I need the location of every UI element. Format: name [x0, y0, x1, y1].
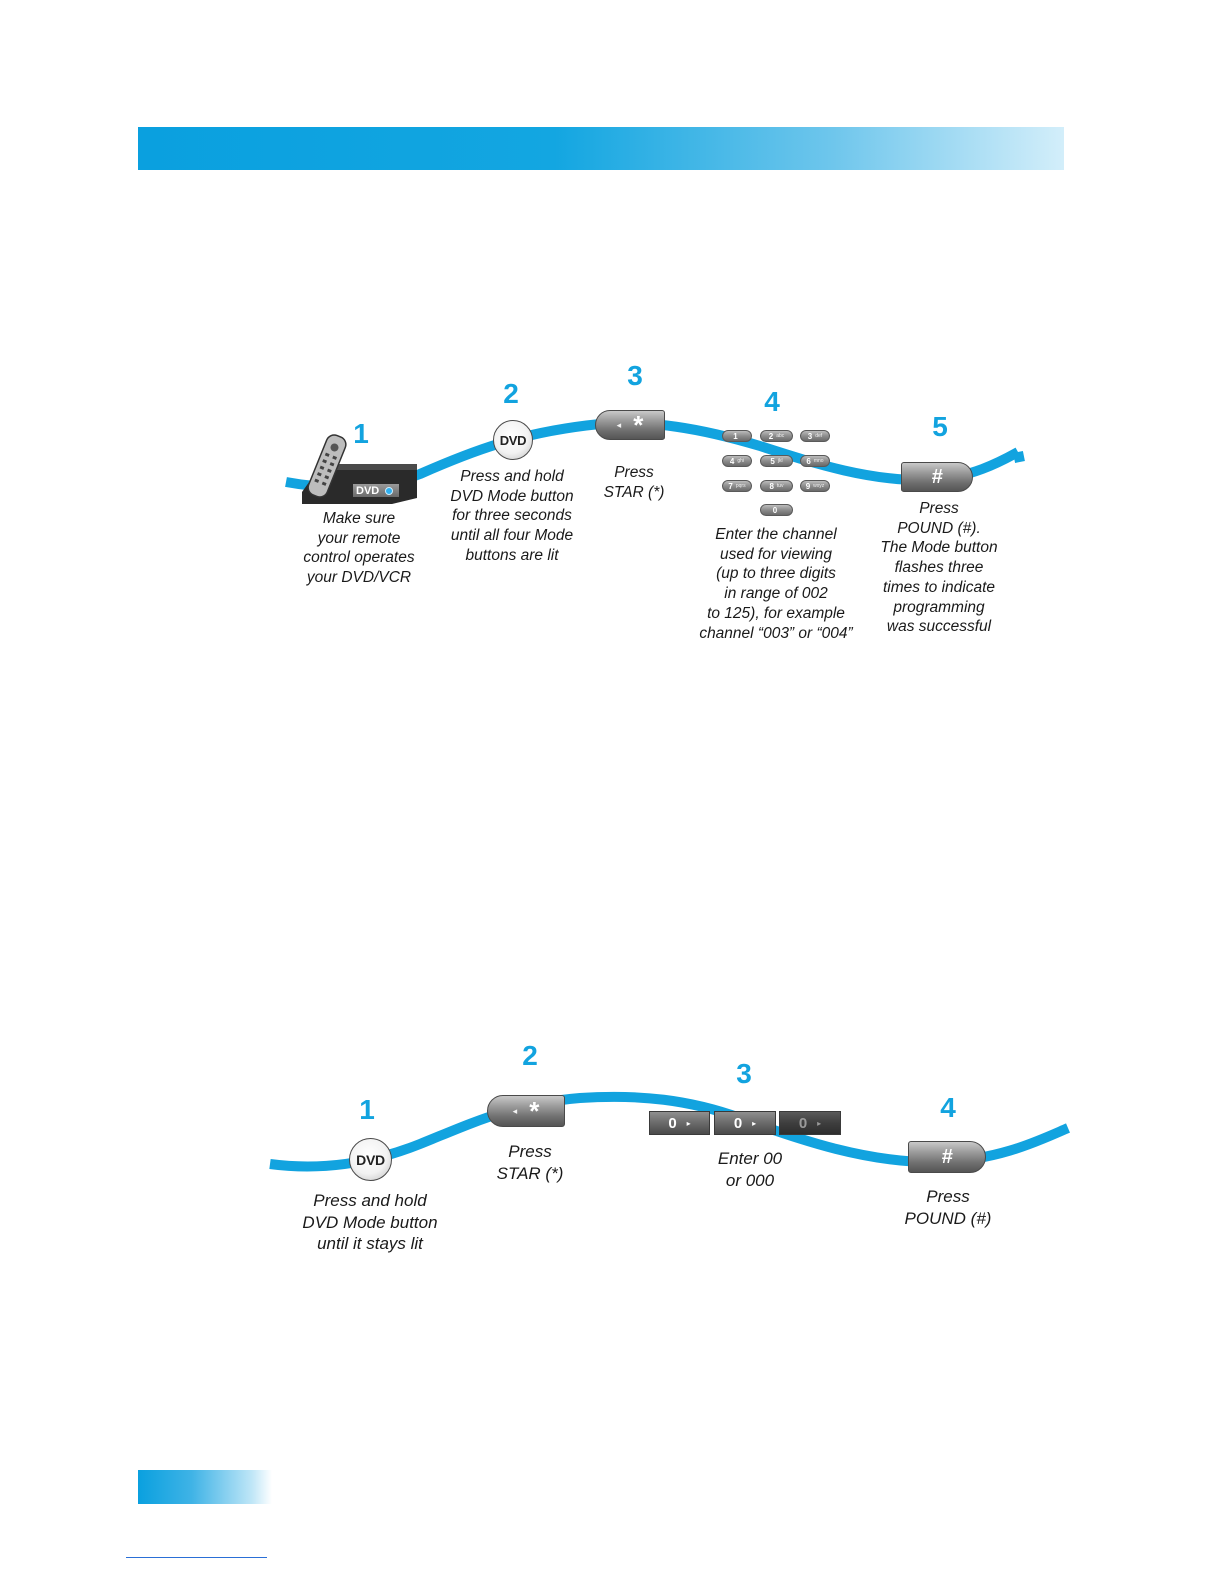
- keypad-key[interactable]: 7 pqrs: [722, 480, 752, 492]
- pound-button[interactable]: #: [908, 1141, 986, 1173]
- step-number: 4: [940, 1092, 956, 1123]
- right-arrow-icon: ▸: [752, 1118, 757, 1128]
- step-caption: Press and hold DVD Mode button until it stays lit: [302, 1191, 438, 1253]
- zero-key[interactable]: 0 ▸: [649, 1111, 710, 1135]
- remote-control-icon: [302, 432, 352, 500]
- step-caption: Press and hold DVD Mode button for three seconds until all four Mode buttons are lit: [450, 468, 574, 564]
- step-number: 1: [359, 1094, 375, 1125]
- step-caption: Make sure your remote control operates your DVD/VCR: [303, 510, 415, 587]
- keypad-key[interactable]: 3 def: [800, 430, 830, 442]
- left-arrow-icon: ◂: [616, 419, 622, 430]
- step-caption: Press POUND (#). The Mode button flashes three times to indicate programming was successful: [880, 500, 998, 636]
- step-caption: Enter the channel used for viewing (up to three digits in range of 002 to 125), for example channel “003” or “004”: [699, 526, 853, 642]
- keypad-key[interactable]: 5 jkl: [760, 455, 793, 467]
- step-number: 1: [353, 418, 369, 449]
- keypad-key[interactable]: 0: [760, 504, 793, 516]
- keypad-key[interactable]: 2 abc: [760, 430, 793, 442]
- right-arrow-icon: ▸: [686, 1118, 691, 1128]
- dvd-mode-button[interactable]: DVD: [493, 420, 533, 460]
- keypad-key[interactable]: 1: [722, 430, 752, 442]
- zero-key[interactable]: 0 ▸: [714, 1111, 776, 1135]
- step-caption: Press POUND (#): [904, 1187, 992, 1228]
- step-caption: Press STAR (*): [603, 464, 665, 501]
- keypad-key[interactable]: 9 wxyz: [800, 480, 830, 492]
- keypad-key[interactable]: 8 tuv: [760, 480, 793, 492]
- wave-top-tail: [1018, 452, 1020, 462]
- step-number: 3: [627, 360, 643, 391]
- dvd-mode-button[interactable]: DVD: [349, 1138, 392, 1181]
- keypad-key[interactable]: 6 mno: [800, 455, 830, 467]
- footer-bar: [138, 1470, 272, 1504]
- zero-key[interactable]: 0 ▸: [779, 1111, 841, 1135]
- right-arrow-icon: ▸: [817, 1118, 822, 1128]
- step-caption: Enter 00 or 000: [717, 1149, 783, 1190]
- step-number: 4: [764, 386, 780, 417]
- step-number: 2: [522, 1040, 538, 1071]
- step-number: 2: [503, 378, 519, 409]
- power-light-icon: [385, 487, 393, 495]
- star-button[interactable]: ◂ *: [595, 410, 665, 440]
- step-number: 3: [736, 1058, 752, 1089]
- dvd-player-label: DVD: [353, 484, 399, 497]
- step-caption: Press STAR (*): [496, 1142, 564, 1183]
- pound-button[interactable]: #: [901, 462, 973, 492]
- left-arrow-icon: ◂: [512, 1105, 518, 1116]
- star-button[interactable]: ◂ *: [487, 1095, 565, 1127]
- step-number: 5: [932, 411, 948, 442]
- keypad-key[interactable]: 4 ghi: [722, 455, 752, 467]
- footer-line: [126, 1557, 267, 1558]
